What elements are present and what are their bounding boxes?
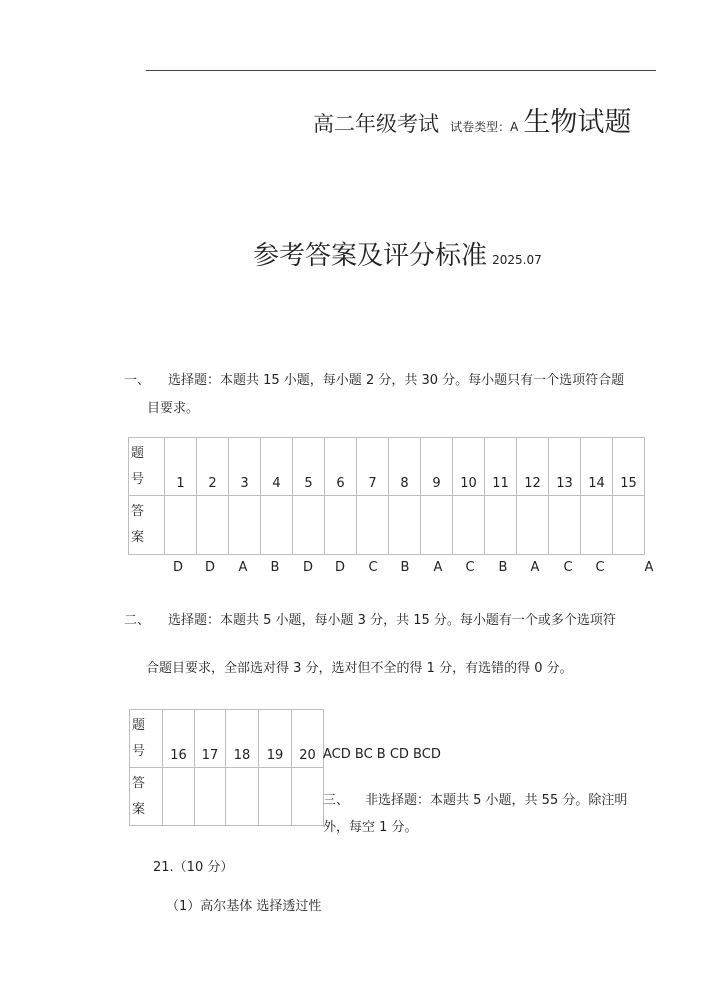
answer-letter: D	[302, 560, 313, 575]
section2-answers: ACD BC B CD BCD	[323, 747, 441, 762]
q-number: 9	[421, 438, 453, 496]
a-label-top: 答	[131, 504, 145, 519]
header-rule	[146, 70, 656, 71]
answer-letter: D	[204, 560, 215, 575]
q-number: 4	[261, 438, 293, 496]
section2-line2: 合题目要求，全部选对得 3 分，选对但不全的得 1 分，有选错的得 0 分。	[146, 661, 573, 676]
q21-item1: （1）高尔基体 选择透过性	[166, 899, 322, 914]
a-label-top: 答	[132, 775, 146, 791]
answer-letter: B	[498, 560, 508, 575]
answer-cell	[226, 768, 259, 826]
q-label-cell	[129, 438, 165, 496]
q-number: 1	[165, 438, 197, 496]
answer-letter: C	[368, 560, 378, 575]
answer-cell	[389, 496, 421, 555]
q-label-bottom: 号	[132, 743, 146, 759]
q-number: 5	[293, 438, 325, 496]
title-main: 参考答案及评分标准	[253, 241, 488, 271]
answer-cell	[163, 768, 195, 826]
q-number: 11	[485, 438, 517, 496]
subject-title: 生物试题	[523, 107, 632, 138]
answer-cell	[229, 496, 261, 555]
section3-line2: 外，每空 1 分。	[323, 820, 418, 835]
section1-line1: 选择题：本题共 15 小题，每小题 2 分，共 30 分。每小题只有一个选项符合题	[168, 373, 625, 388]
q-number: 15	[613, 438, 645, 496]
section2-number: 二、	[124, 613, 151, 628]
q-number: 3	[229, 438, 261, 496]
section2-line1: 选择题：本题共 5 小题，每小题 3 分，共 15 分。每小题有一个或多个选项符	[168, 613, 616, 628]
q-number: 18	[226, 710, 259, 768]
a-label-cell	[130, 768, 163, 826]
q-number: 10	[453, 438, 485, 496]
section3-number: 三、	[323, 793, 350, 808]
a-label-cell	[129, 496, 165, 555]
section2-table	[129, 709, 324, 826]
answer-key-title	[253, 235, 542, 272]
answer-cell	[325, 496, 357, 555]
q-number: 16	[163, 710, 195, 768]
answer-cell	[549, 496, 581, 555]
answer-cell	[453, 496, 485, 555]
answer-cell	[195, 768, 226, 826]
q-number: 8	[389, 438, 421, 496]
answer-cell	[165, 496, 197, 555]
answer-letter: B	[400, 560, 410, 575]
question-number-row	[130, 710, 324, 768]
a-label-bottom: 案	[132, 801, 146, 817]
section1-line2: 目要求。	[147, 401, 200, 416]
q-number: 14	[581, 438, 613, 496]
answer-cell	[581, 496, 613, 555]
q-label-cell	[130, 710, 163, 768]
q-label-top: 题	[131, 445, 145, 461]
title-date: 2025.07	[492, 253, 542, 267]
section1-table	[128, 437, 645, 555]
answer-letter: D	[172, 560, 183, 575]
answer-letter: D	[334, 560, 345, 575]
answer-letter: C	[563, 560, 573, 575]
answer-row	[129, 496, 645, 555]
q-number: 13	[549, 438, 581, 496]
answer-row	[130, 768, 324, 826]
q-number: 19	[259, 710, 292, 768]
question-number-row	[129, 438, 645, 496]
q-number: 20	[292, 710, 324, 768]
a-label-bottom: 案	[131, 530, 145, 545]
answer-letter: C	[595, 560, 605, 575]
exam-header	[313, 100, 631, 139]
answer-cell	[261, 496, 293, 555]
answer-letter: A	[530, 560, 540, 575]
section3-line1: 非选择题：本题共 5 小题，共 55 分。除注明	[365, 793, 628, 808]
answer-cell	[259, 768, 292, 826]
answer-letter: C	[465, 560, 475, 575]
answer-cell	[485, 496, 517, 555]
q-number: 12	[517, 438, 549, 496]
exam-name: 高二年级考试	[313, 112, 439, 136]
answer-letter: B	[270, 560, 280, 575]
answer-cell	[517, 496, 549, 555]
q-label-bottom: 号	[131, 471, 145, 487]
answer-cell	[421, 496, 453, 555]
q21-title: 21.（10 分）	[153, 860, 234, 875]
q-number: 2	[197, 438, 229, 496]
answer-cell	[292, 768, 324, 826]
answer-cell	[613, 496, 645, 555]
q-number: 7	[357, 438, 389, 496]
answer-letter: A	[644, 560, 654, 575]
answer-cell	[197, 496, 229, 555]
paper-type: 试卷类型：A	[450, 120, 519, 134]
answer-cell	[357, 496, 389, 555]
answer-letter: A	[238, 560, 248, 575]
answer-letter: A	[433, 560, 443, 575]
section1-number: 一、	[124, 373, 151, 388]
answer-cell	[293, 496, 325, 555]
q-number: 17	[195, 710, 226, 768]
q-label-top: 题	[132, 717, 146, 733]
q-number: 6	[325, 438, 357, 496]
